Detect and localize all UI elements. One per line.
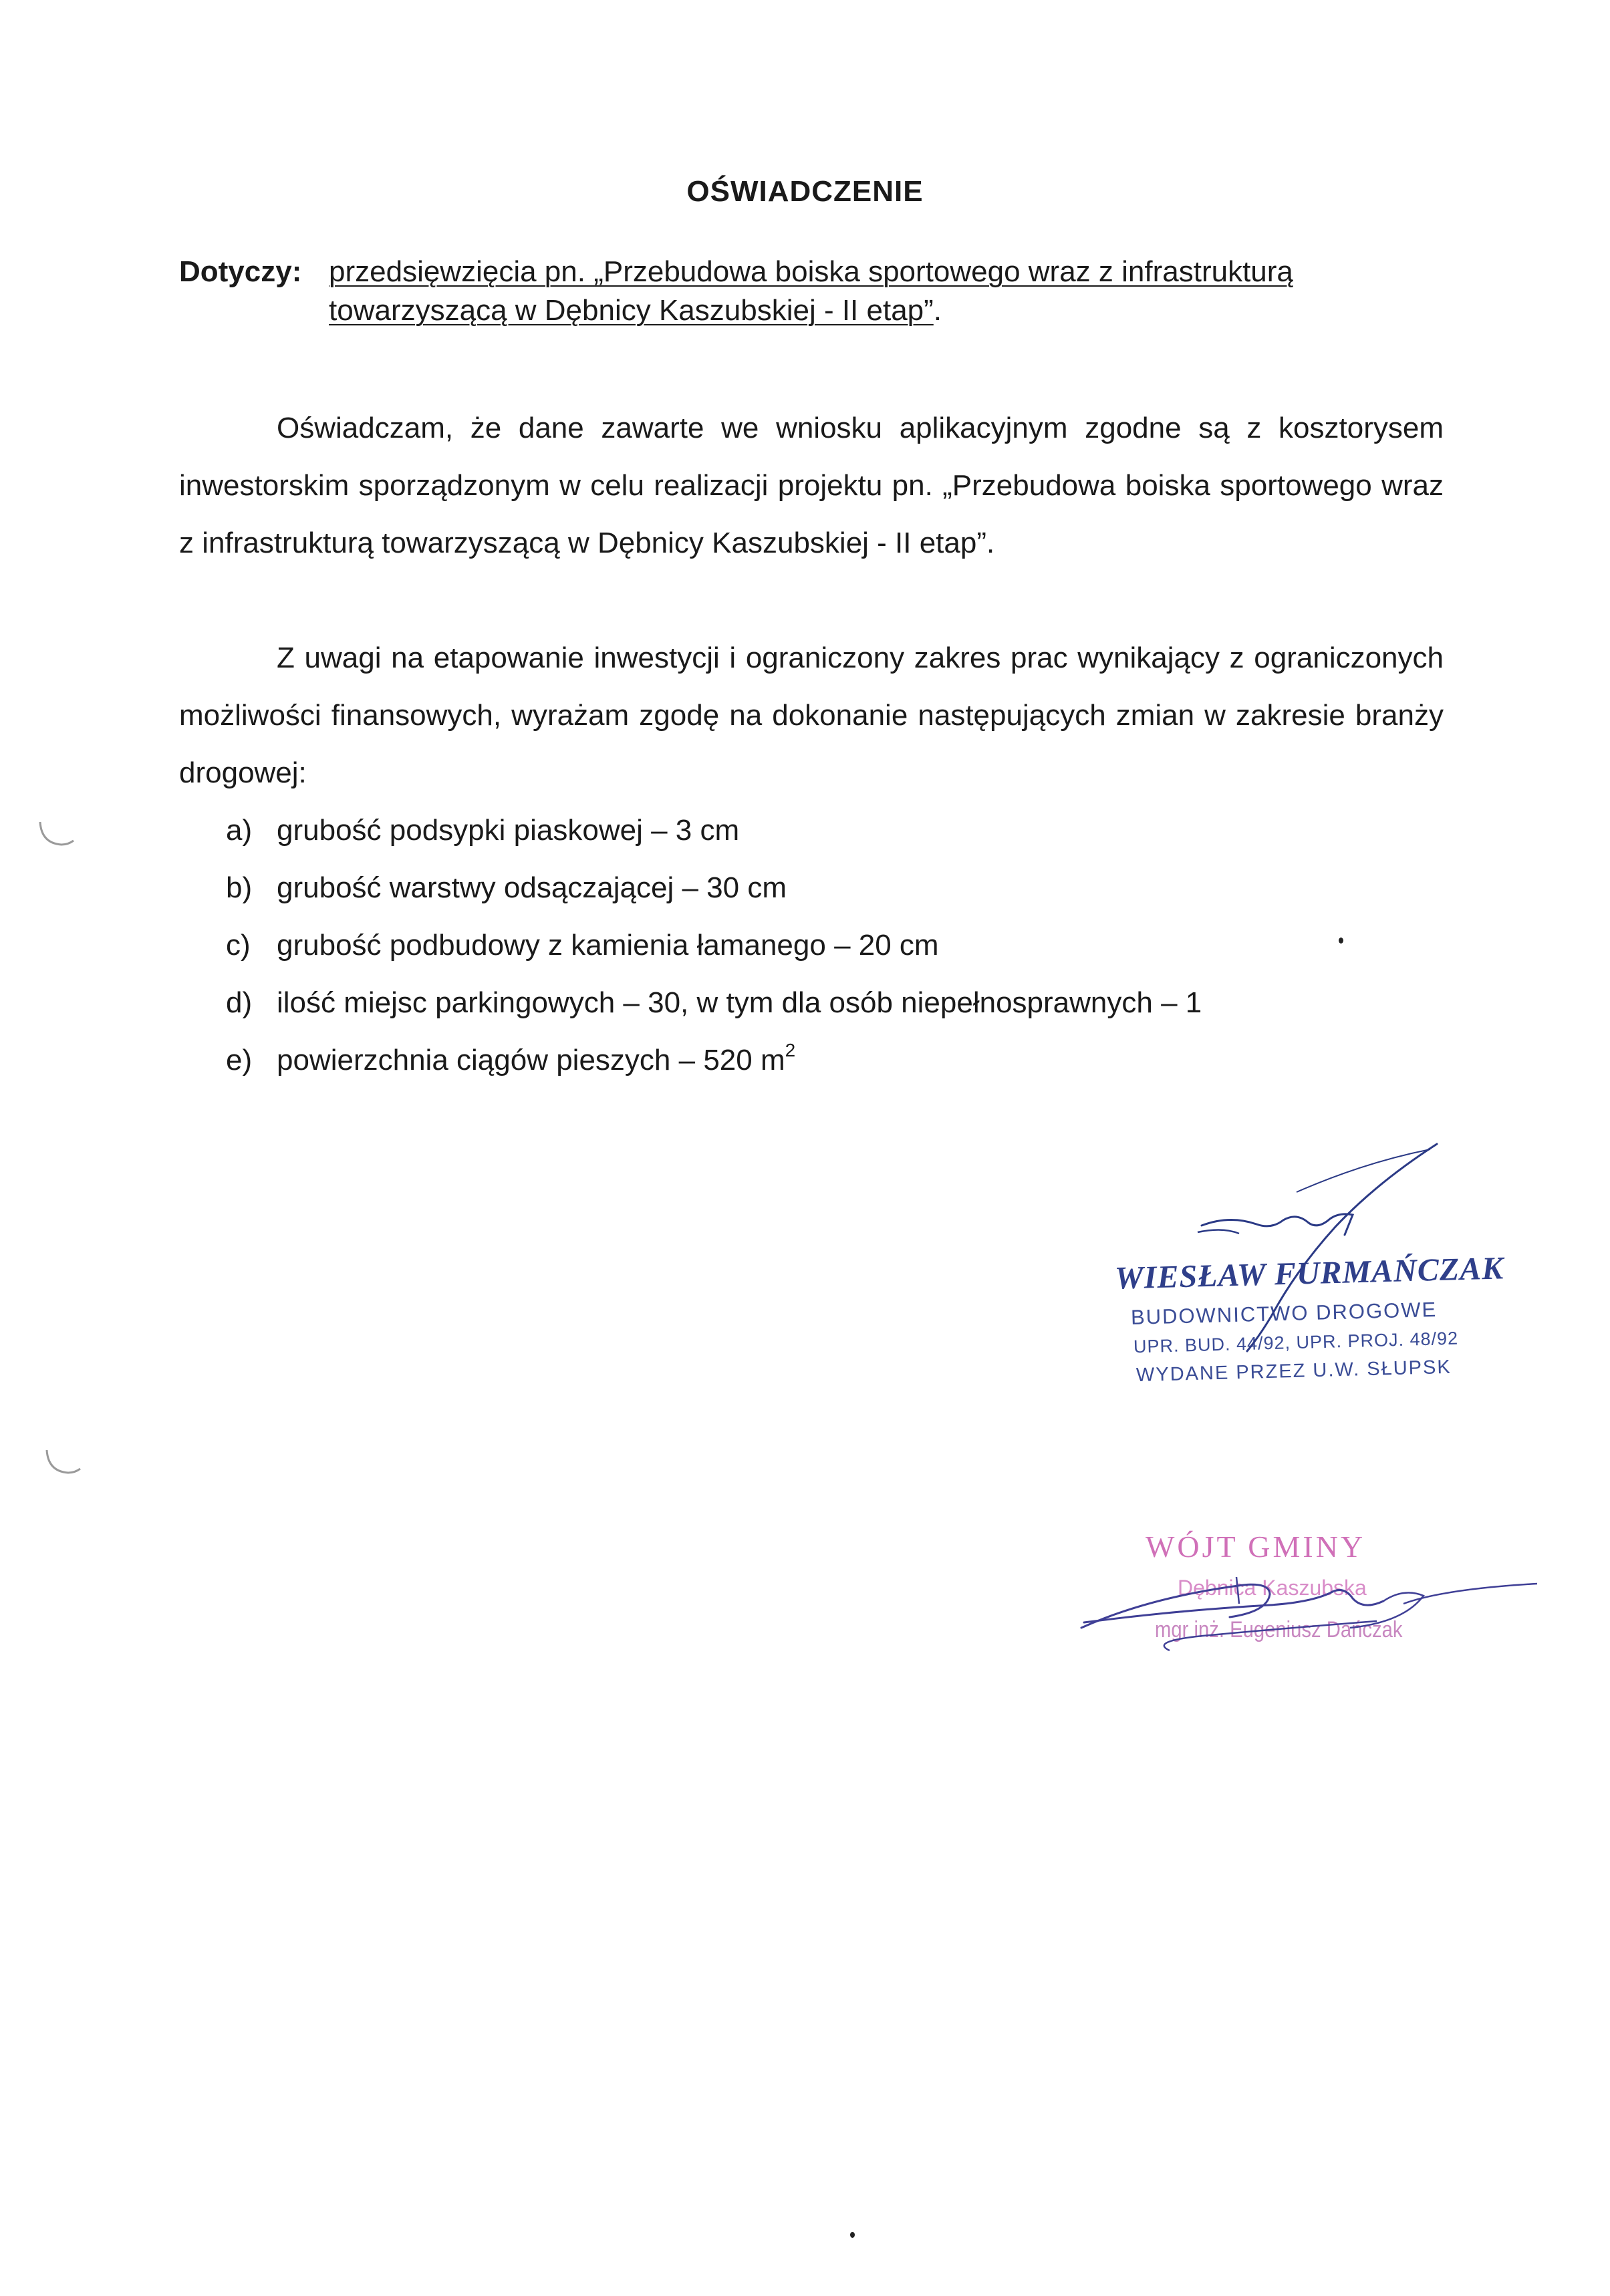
- list-item-text: ilość miejsc parkingowych – 30, w tym dla osób niepełnosprawnych – 1: [277, 986, 1202, 1019]
- designer-signature: [1096, 1136, 1497, 1457]
- document-title: OŚWIADCZENIE: [686, 175, 924, 208]
- concern-subject: przedsięwzięcia pn. „Przebudowa boiska sportowego wraz z infrastrukturą towarzyszącą w Dębnicy Kaszubskiej - II etap”: [329, 255, 1293, 327]
- paragraph-statement: Oświadczam, że dane zawarte we wniosku aplikacyjnym zgodne są z kosztorysem inwestorskim sporządzonym w celu realizacji projektu pn. „Przebudowa boiska sportowego wraz z infrastrukturą towarzyszącą w Dębnicy Kaszubskiej - II etap”.: [179, 412, 1444, 559]
- concern-text: [329, 253, 1452, 330]
- list-item-text: powierzchnia ciągów pieszych – 520 m: [277, 1044, 785, 1077]
- designer-stamp-name: WIESŁAW FURMAŃCZAK: [1114, 1250, 1504, 1296]
- mayor-stamp-title: WÓJT GMINY: [1146, 1530, 1366, 1564]
- designer-stamp-licences: UPR. BUD. 44/92, UPR. PROJ. 48/92: [1133, 1328, 1459, 1357]
- mayor-stamp: [1069, 1510, 1537, 1684]
- list-item: [226, 917, 1202, 974]
- list-item: [226, 802, 1202, 859]
- list-item: [226, 1032, 1202, 1089]
- list-item: [226, 974, 1202, 1032]
- ink-speck: [850, 2232, 855, 2238]
- designer-stamp-issuer: WYDANE PRZEZ U.W. SŁUPSK: [1135, 1356, 1452, 1387]
- mayor-stamp-place: Dębnica Kaszubska: [1178, 1576, 1367, 1600]
- designer-stamp: [1096, 1136, 1504, 1457]
- paragraph-consent: Z uwagi na etapowanie inwestycji i ograniczony zakres prac wynikający z ograniczonych możliwości finansowych, wyrażam zgodę na dokonanie następujących zmian w zakresie branży drogowej:: [179, 641, 1444, 789]
- punch-hole-mark: [35, 814, 78, 857]
- superscript-unit: 2: [785, 1040, 796, 1060]
- punch-hole-mark: [41, 1442, 84, 1485]
- concern-period: .: [933, 294, 942, 327]
- mayor-signature: [1069, 1510, 1537, 1684]
- designer-stamp-specialty: BUDOWNICTWO DROGOWE: [1130, 1298, 1438, 1329]
- concern-label: Dotyczy:: [179, 255, 302, 288]
- list-item-letter: b): [226, 871, 253, 904]
- mayor-stamp-person: mgr inż. Eugeniusz Dańczak: [1155, 1617, 1403, 1642]
- ink-speck: [1339, 938, 1343, 944]
- list-item-text: grubość podsypki piaskowej – 3 cm: [277, 814, 740, 847]
- list-item: [226, 859, 1202, 917]
- list-item-letter: e): [226, 1044, 253, 1077]
- list-item-text: grubość warstwy odsączającej – 30 cm: [277, 871, 787, 904]
- list-item-letter: d): [226, 986, 253, 1019]
- changes-list: [226, 802, 1202, 1089]
- list-item-letter: a): [226, 814, 253, 847]
- list-item-text: grubość podbudowy z kamienia łamanego – 20 cm: [277, 929, 939, 962]
- list-item-letter: c): [226, 929, 251, 962]
